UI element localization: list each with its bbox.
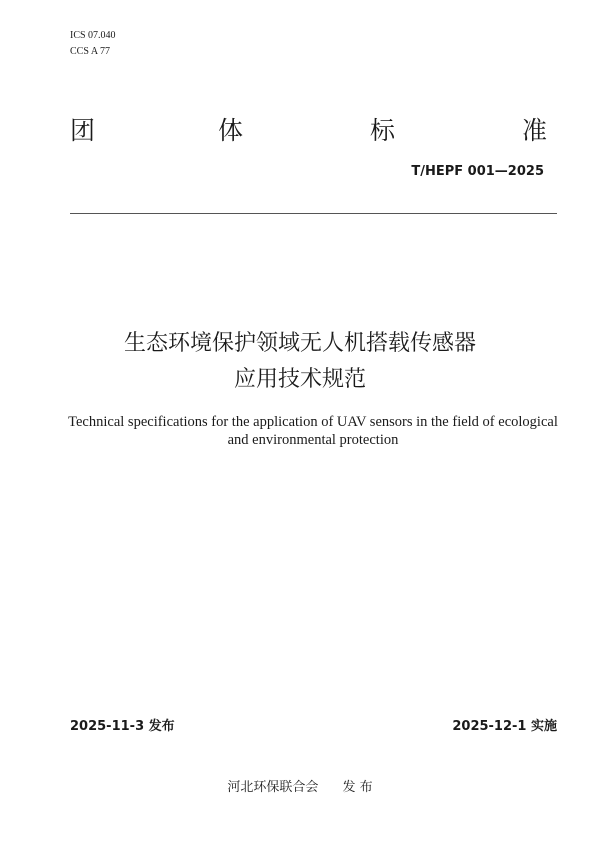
standard-type-char-1: 团 <box>70 116 96 145</box>
issuer-name: 河北环保联合会 <box>227 780 319 795</box>
ccs-code: CCS A 77 <box>70 46 111 57</box>
english-title-line-1: Technical specifications for the application of UAV sensors in the field of ecological <box>68 414 558 430</box>
chinese-title-line-2: 应用技术规范 <box>233 367 366 392</box>
implement-date: 2025-12-1 实施 <box>452 719 557 734</box>
issuer-action: 发 布 <box>342 780 373 795</box>
header-divider <box>70 213 557 214</box>
standard-type-char-4: 准 <box>522 116 548 145</box>
english-title-line-2: and environmental protection <box>227 432 399 448</box>
ics-code: ICS 07.040 <box>70 30 116 41</box>
standard-type-char-3: 标 <box>370 116 396 145</box>
publish-date: 2025-11-3 发布 <box>70 719 175 734</box>
standard-type-char-2: 体 <box>218 116 244 145</box>
standard-number: T/HEPF 001—2025 <box>411 164 544 179</box>
issuer-line <box>0 776 600 795</box>
chinese-title-line-1: 生态环境保护领域无人机搭载传感器 <box>123 331 476 356</box>
